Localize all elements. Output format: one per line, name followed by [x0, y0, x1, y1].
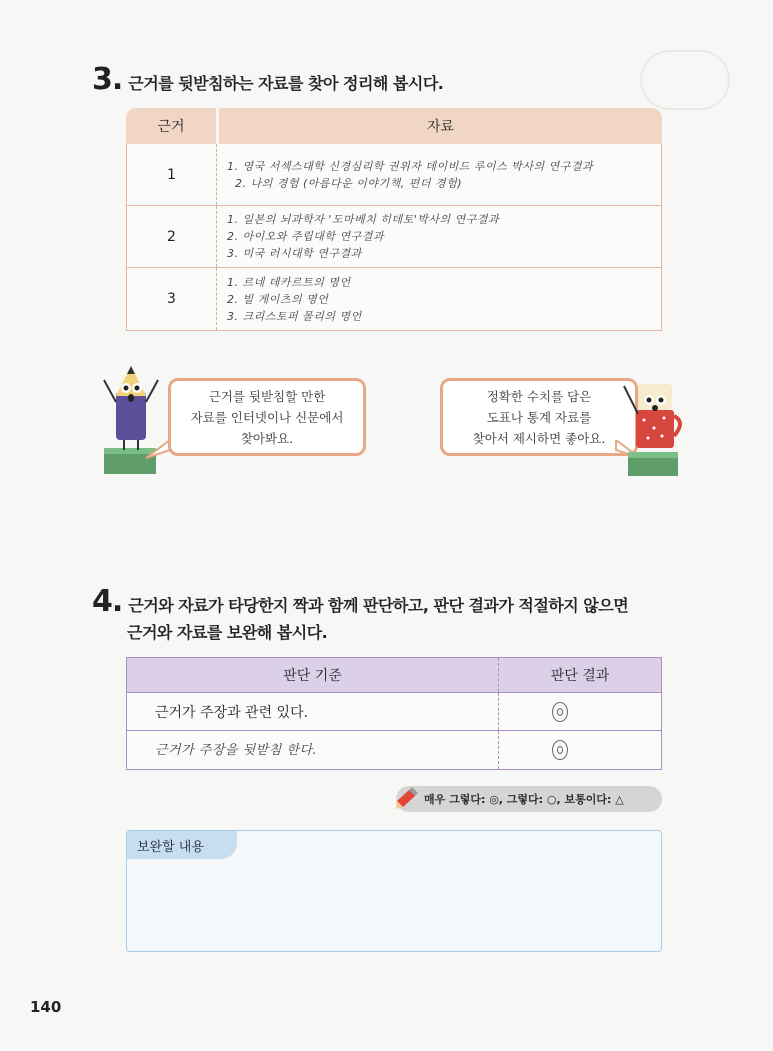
- section4-number: 4.: [92, 584, 123, 619]
- table-row: [127, 206, 661, 268]
- handwritten-line: 1. 영국 서섹스대학 신경심리학 권위자 데이비드 루이스 박사의 연구결과: [227, 159, 594, 173]
- table-row: [127, 693, 661, 731]
- evidence-table-header: [126, 108, 662, 144]
- section4-heading: [92, 584, 628, 619]
- handwritten-line: 2. 아이오와 주립대학 연구결과: [227, 230, 384, 243]
- result-cell[interactable]: [499, 731, 661, 769]
- criterion-text: 근거가 주장과 관련 있다.: [127, 693, 499, 730]
- tip-bubble-right: [440, 378, 638, 456]
- handwritten-line: 3. 미국 러시대학 연구결과: [227, 247, 362, 260]
- tip-left-line3: 찾아봐요.: [240, 430, 294, 446]
- section3-number: 3.: [92, 62, 123, 97]
- handwritten-line: 2. 나의 경험 (아름다운 이야기책, 편더 경험): [235, 176, 463, 190]
- criterion-text[interactable]: 근거가 주장을 뒷받침 한다.: [127, 731, 499, 769]
- header-criteria: 판단 기준: [127, 658, 499, 692]
- page-number: 140: [30, 998, 62, 1016]
- table-row: [127, 731, 661, 769]
- cup-character-icon: [620, 372, 686, 478]
- section3-title: 근거를 뒷받침하는 자료를 찾아 정리해 봅시다.: [128, 74, 444, 93]
- section4-line2: 근거와 자료를 보완해 봅시다.: [127, 623, 328, 642]
- table-row: [127, 268, 661, 330]
- rating-legend: [396, 786, 662, 812]
- double-circle-mark-icon: [552, 740, 568, 760]
- row-number: 1: [127, 144, 217, 205]
- tip-bubble-left: [168, 378, 366, 456]
- show-through-decoration: [640, 50, 730, 110]
- evidence-table: [126, 108, 662, 331]
- row-materials[interactable]: [217, 268, 661, 330]
- result-cell[interactable]: [499, 693, 661, 730]
- header-material: 자료: [219, 108, 662, 144]
- judgment-table: [126, 657, 662, 770]
- row-materials[interactable]: [217, 206, 661, 267]
- tip-left-line1: 근거를 뒷받침할 만한: [208, 388, 326, 404]
- tip-right-line1: 정확한 수치를 담은: [486, 388, 592, 404]
- header-result: 판단 결과: [550, 668, 610, 684]
- row-number: 2: [127, 206, 217, 267]
- legend-text: 매우 그렇다: ◎, 그렇다: ○, 보통이다: △: [424, 793, 624, 806]
- judgment-table-header: [126, 657, 662, 693]
- section3-heading: [92, 62, 443, 97]
- row-materials[interactable]: [217, 144, 661, 205]
- handwritten-line: 2. 빌 게이츠의 명언: [227, 292, 329, 306]
- table-row: [127, 144, 661, 206]
- supplement-label: 보완할 내용: [127, 831, 237, 859]
- supplement-box[interactable]: [126, 830, 662, 952]
- tip-left-line2: 자료를 인터넷이나 신문에서: [190, 409, 344, 425]
- handwritten-line: 1. 르네 데카르트의 명언: [227, 275, 351, 289]
- tip-right-line2: 도표나 통계 자료를: [486, 409, 592, 425]
- handwritten-line: 3. 크리스토퍼 몰리의 명언: [227, 309, 362, 323]
- pencil-character-icon: [100, 362, 170, 478]
- header-evidence: 근거: [126, 108, 216, 144]
- handwritten-line: 1. 일본의 뇌과학자 '도마베치 히데토'박사의 연구결과: [227, 213, 500, 226]
- double-circle-mark-icon: [552, 702, 568, 722]
- tip-right-line3: 찾아서 제시하면 좋아요.: [472, 430, 606, 446]
- pencil-icon: [394, 787, 418, 811]
- row-number: 3: [127, 268, 217, 330]
- section4-line1: 근거와 자료가 타당한지 짝과 함께 판단하고, 판단 결과가 적절하지 않으면: [128, 596, 629, 615]
- character-tips: [100, 362, 685, 478]
